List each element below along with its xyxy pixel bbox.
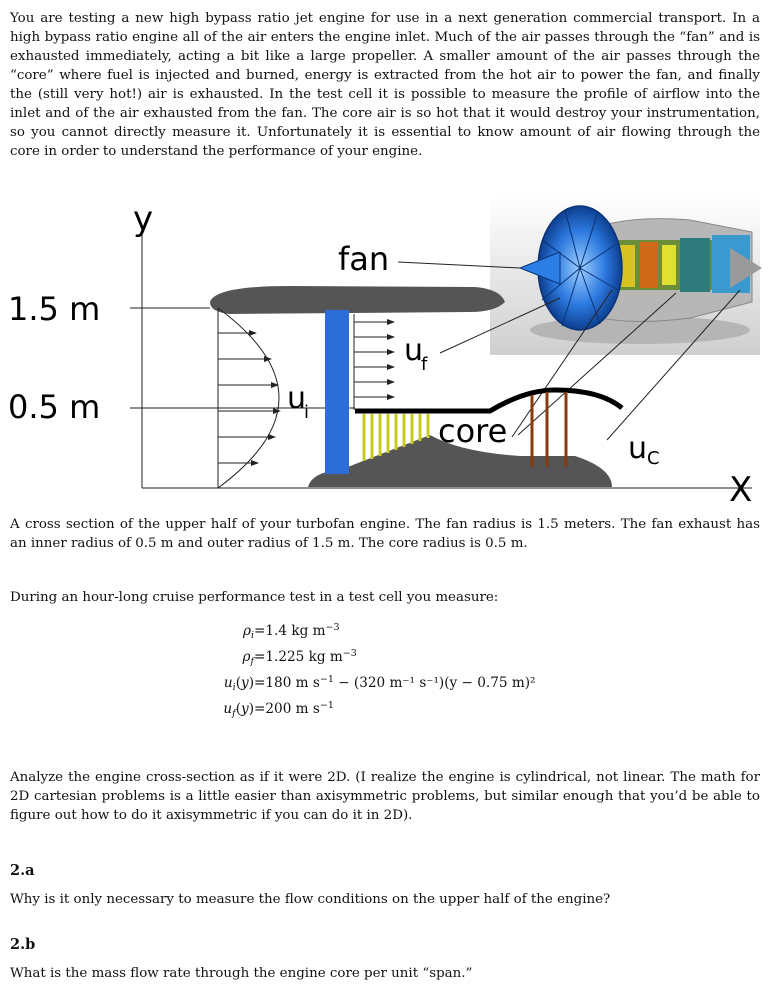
section-label-2a: 2.a xyxy=(10,862,35,879)
svg-text:u: u xyxy=(628,431,648,466)
engine-cutaway-illustration xyxy=(490,195,762,355)
nacelle-cowl xyxy=(210,286,505,314)
uc-label xyxy=(628,431,660,469)
tick-label-0-5m: 0.5 m xyxy=(8,388,101,426)
figure-caption: A cross section of the upper half of your turbofan engine. The fan radius is 1.5 meters. The fan exhaust has an inner radius of 0.5 m and outer radius of 1.5 m. The core radius is 0.5 m. xyxy=(10,517,760,551)
uf-label xyxy=(404,333,428,375)
fan-exhaust-profile xyxy=(354,314,394,410)
section-label-2b: 2.b xyxy=(10,936,36,953)
intro-paragraph: You are testing a new high bypass ratio jet engine for use in a next generation commercial transport. In a high bypass ratio engine all of the air enters the engine inlet. Much of the air passes through the “fan” and is exhausted immediately, acting a bit like a large propeller. A smaller amount of the air passes through the “core” where fuel is injected and burned, energy is extracted from the hot air to power the fan, and finally the (still very hot!) air is exhausted. In the test cell it is possible to measure the profile of airflow into the inlet and of the air exhausted from the fan. The core air is so hot that it would destroy your instrumentation, so you cannot directly measure it. Unfortunately it is essential to know amount of air flowing through the core in order to understand the performance of your engine. xyxy=(10,11,760,159)
question-2b: What is the mass flow rate through the engine core per unit “span.” xyxy=(10,966,473,981)
fan-label: fan xyxy=(338,240,390,278)
measurement-intro: During an hour-long cruise performance test in a test cell you measure: xyxy=(10,590,499,605)
equation-rho-i: $\rho_i=1.4$ kg $m^{-3}$ xyxy=(242,622,340,641)
core-label: core xyxy=(438,412,508,450)
core-splitter xyxy=(355,390,622,411)
turbine-blades xyxy=(532,392,566,467)
equation-u-i: $u_i(y)=180$ m $s^{-1} - (320$ m⁻¹ s⁻¹)(y − 0.75 m)² xyxy=(223,674,536,693)
equation-rho-f: $\rho_f=1.225$ kg $m^{-3}$ xyxy=(242,648,357,667)
tick-label-1-5m: 1.5 m xyxy=(8,290,101,328)
analysis-instructions: Analyze the engine cross-section as if it were 2D. (I realize the engine is cylindrical, not linear. The math for 2D cartesian problems is a little easier than axisymmetric problems, but similar enough that you’d be able to figure out how to do it axisymmetric if you can do it in 2D). xyxy=(10,770,760,823)
engine-cross-section-figure xyxy=(0,190,778,510)
svg-text:f: f xyxy=(421,354,428,375)
svg-text:C: C xyxy=(647,448,660,469)
inlet-velocity-profile xyxy=(218,308,280,488)
fan-blade xyxy=(325,310,349,474)
ui-label xyxy=(287,381,309,423)
x-axis-label: X xyxy=(729,470,753,510)
question-2a: Why is it only necessary to measure the flow conditions on the upper half of the engine? xyxy=(10,892,611,907)
svg-text:u: u xyxy=(287,381,307,416)
y-axis-label: y xyxy=(133,199,154,239)
svg-text:i: i xyxy=(304,402,310,423)
svg-text:u: u xyxy=(404,333,424,368)
equation-u-f: $u_f(y)=200$ m $s^{-1}$ xyxy=(223,700,334,719)
